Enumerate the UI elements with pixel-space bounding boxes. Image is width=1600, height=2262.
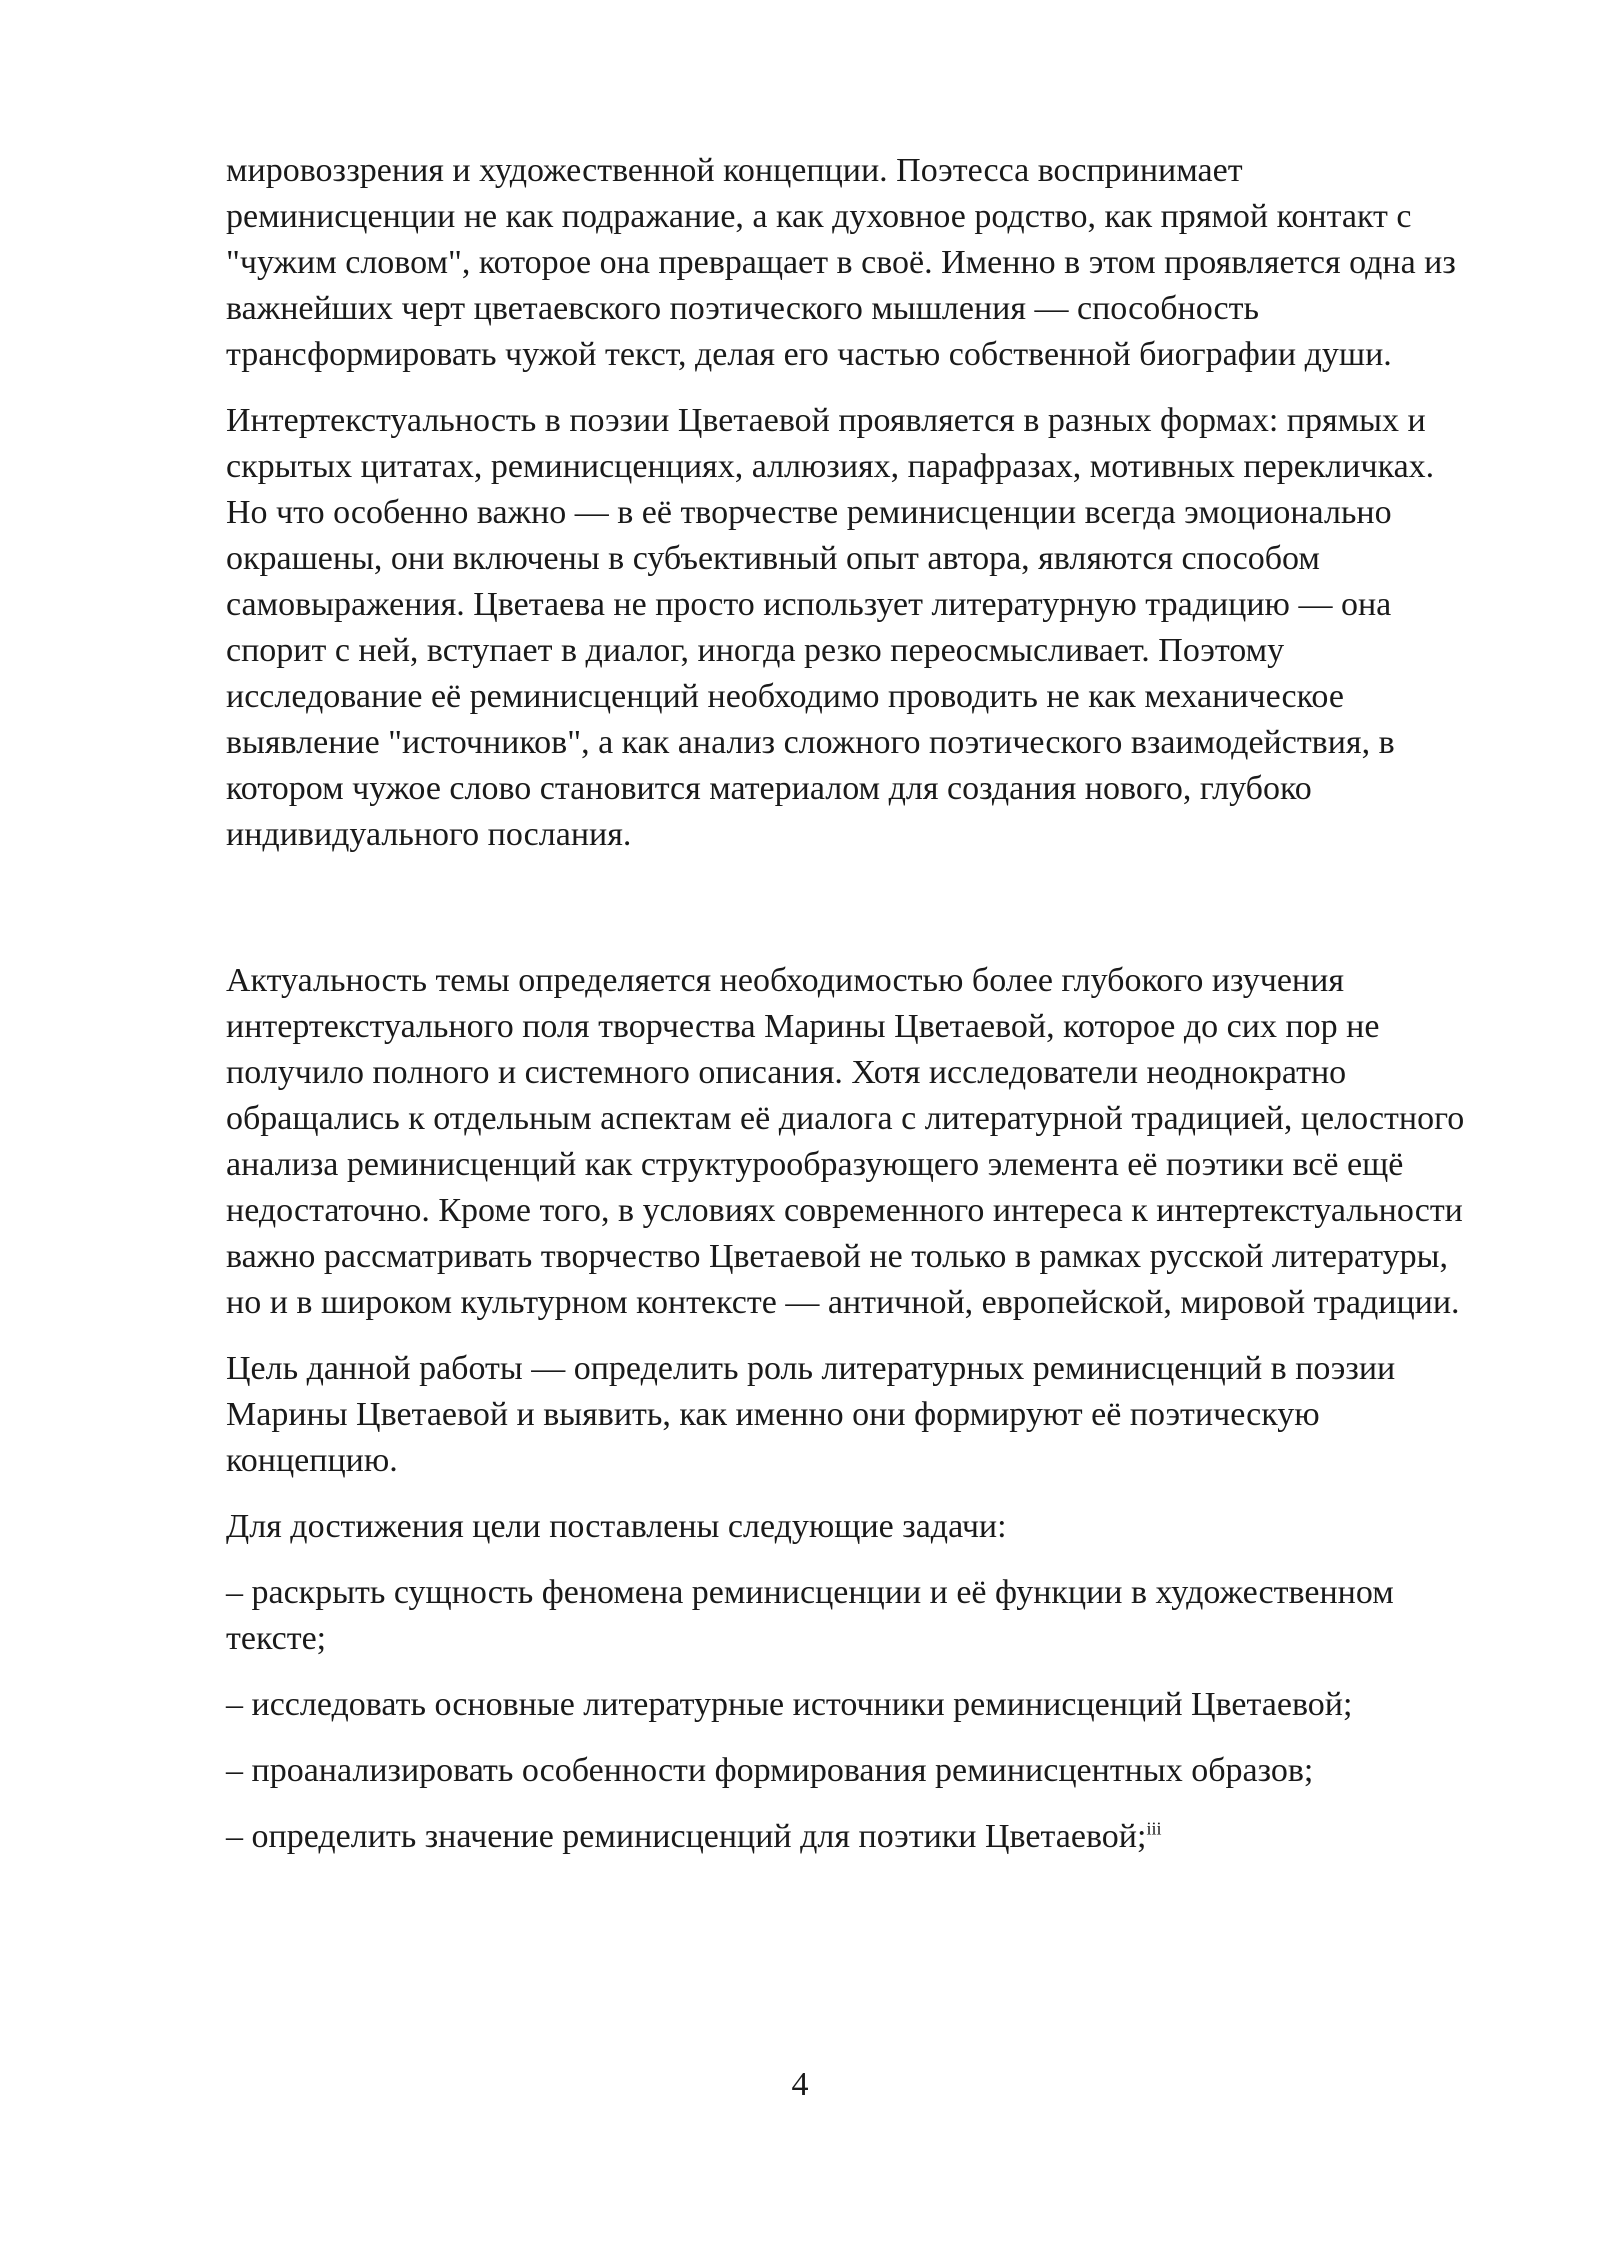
paragraph-relevance: Актуальность темы определяется необходимостью более глубокого изучения интертекстуального поля творчества Марины Цветаевой, которое до сих пор не получило полного и системного описания. Хотя исследователи неоднократно обращались к отдельным аспектам её диалога с литературной традицией, целостного анализа реминисценций как структурообразующего элемента её поэтики всё ещё недостаточно. Кроме того, в условиях современного интереса к интертекстуальности важно рассматривать творчество Цветаевой не только в рамках русской литературы, но и в широком культурном контексте — античной, европейской, мировой традиции. xyxy=(226,962,1465,1321)
paragraph-tasks-intro: Для достижения цели поставлены следующие задачи: xyxy=(226,1508,1007,1545)
paragraph-goal: Цель данной работы — определить роль литературных реминисценций в поэзии Марины Цветаевой и выявить, как именно они формируют её поэтическую концепцию. xyxy=(226,1350,1396,1479)
footnote-reference[interactable]: iii xyxy=(1146,1818,1162,1839)
body-text xyxy=(226,148,1476,1880)
page-number: 4 xyxy=(791,2066,809,2103)
paragraph-intertextuality: Интертекстуальность в поэзии Цветаевой проявляется в разных формах: прямых и скрытых цитатах, реминисценциях, аллюзиях, парафразах, мотивных перекличках. Но что особенно важно — в её творчестве реминисценции всегда эмоционально окрашены, они включены в субъективный опыт автора, являются способом самовыражения. Цветаева не просто использует литературную традицию — она спорит с ней, вступает в диалог, иногда резко переосмысливает. Поэтому исследование её реминисценций необходимо проводить не как механическое выявление "источников", а как анализ сложного поэтического взаимодействия, в котором чужое слово становится материалом для создания нового, глубоко индивидуального послания. xyxy=(226,402,1435,853)
task-item-text: – определить значение реминисценций для поэтики Цветаевой; xyxy=(226,1818,1147,1855)
task-item: – раскрыть сущность феномена реминисценции и её функции в художественном тексте; xyxy=(226,1574,1394,1657)
task-item-last xyxy=(226,1814,1476,1860)
paragraph-worldview: мировоззрения и художественной концепции. Поэтесса воспринимает реминисценции не как подражание, а как духовное родство, как прямой контакт с "чужим словом", которое она превращает в своё. Именно в этом проявляется одна из важнейших черт цветаевского поэтического мышления — способность трансформировать чужой текст, делая его частью собственной биографии души. xyxy=(226,152,1456,373)
task-item: – проанализировать особенности формирования реминисцентных образов; xyxy=(226,1752,1314,1789)
task-item: – исследовать основные литературные источники реминисценций Цветаевой; xyxy=(226,1686,1353,1723)
